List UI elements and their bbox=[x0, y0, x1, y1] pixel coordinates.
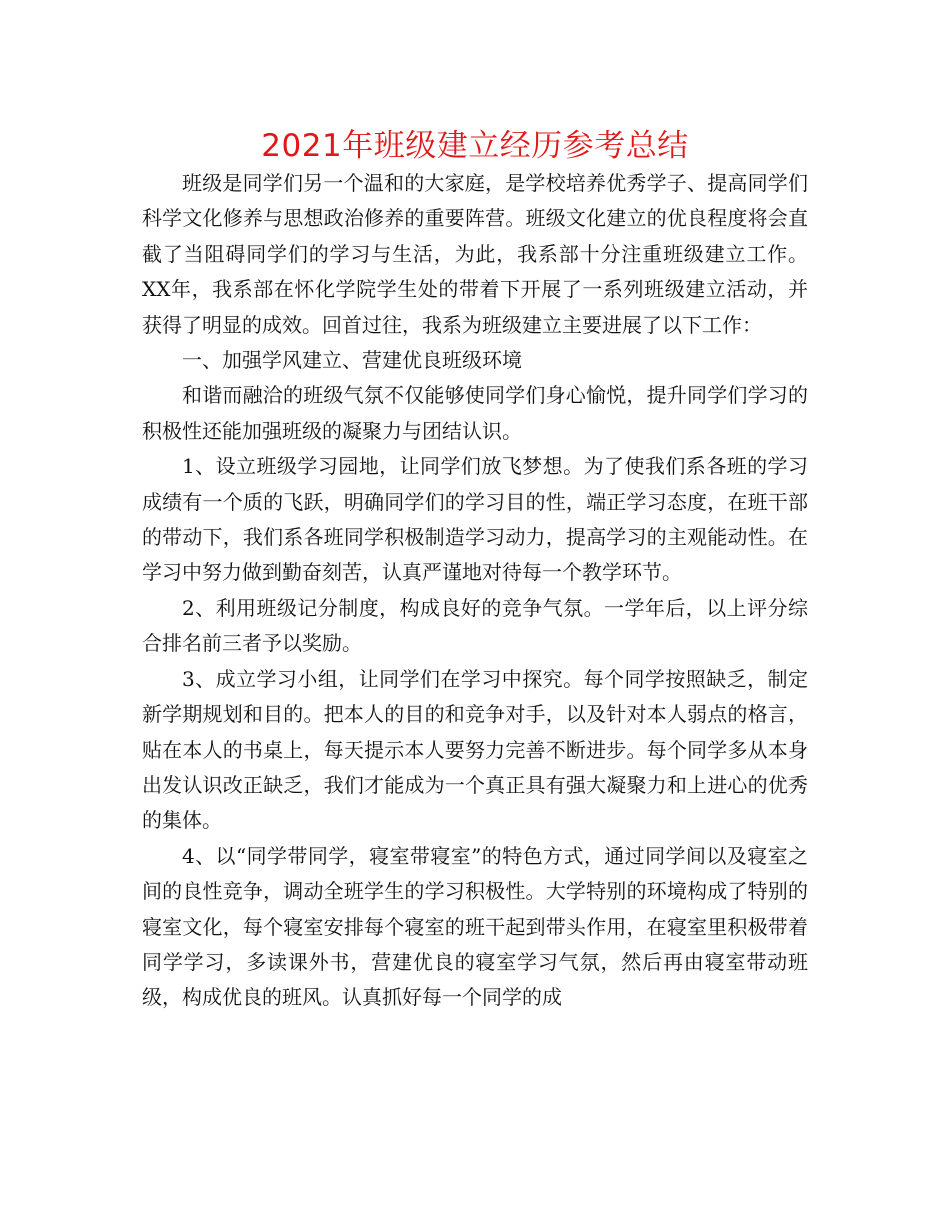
paragraph-item-4: 4、以“同学带同学，寝室带寝室”的特色方式，通过同学间以及寝室之间的良性竞争，调动全班学生的学习积极性。大学特别的环境构成了特别的寝室文化，每个寝室安排每个寝室的班干起到带头作用，在寝室里积极带着同学学习，多读课外书，营建优良的寝室学习气氛，然后再由寝室带动班级，构成优良的班风。认真抓好每一个同学的成 bbox=[142, 843, 808, 1010]
document-body bbox=[142, 166, 808, 1016]
document-title: 2021年班级建立经历参考总结 bbox=[261, 128, 689, 164]
paragraph-item-2: 2、利用班级记分制度，构成良好的竞争气氛。一学年后，以上评分综合排名前三者予以奖励。 bbox=[142, 595, 808, 656]
paragraph-atmosphere: 和谐而融洽的班级气氛不仅能够使同学们身心愉悦，提升同学们学习的积极性还能加强班级的凝聚力与团结认识。 bbox=[142, 383, 808, 443]
section-heading-1: 一、加强学风建立、营建优良班级环境 bbox=[182, 348, 522, 373]
paragraph-item-3: 3、成立学习小组，让同学们在学习中探究。每个同学按照缺乏，制定新学期规划和目的。把本人的目的和竞争对手，以及针对本人弱点的格言，贴在本人的书桌上，每天提示本人要努力完善不断进步。每个同学多从本身出发认识改正缺乏，我们才能成为一个真正具有强大凝聚力和上进心的优秀的集体。 bbox=[142, 666, 808, 833]
paragraph-intro: 班级是同学们另一个温和的大家庭，是学校培养优秀学子、提高同学们科学文化修养与思想政治修养的重要阵营。班级文化建立的优良程度将会直截了当阻碍同学们的学习与生活，为此，我系部十分注重班级建立工作。XX年，我系部在怀化学院学生处的带着下开展了一系列班级建立活动，并获得了明显的成效。回首过往，我系为班级建立主要进展了以下工作： bbox=[142, 171, 808, 337]
paragraph-item-1: 1、设立班级学习园地，让同学们放飞梦想。为了使我们系各班的学习成绩有一个质的飞跃，明确同学们的学习目的性，端正学习态度，在班干部的带动下，我们系各班同学积极制造学习动力，提高学习的主观能动性。在学习中努力做到勤奋刻苦，认真严谨地对待每一个教学环节。 bbox=[142, 454, 808, 585]
